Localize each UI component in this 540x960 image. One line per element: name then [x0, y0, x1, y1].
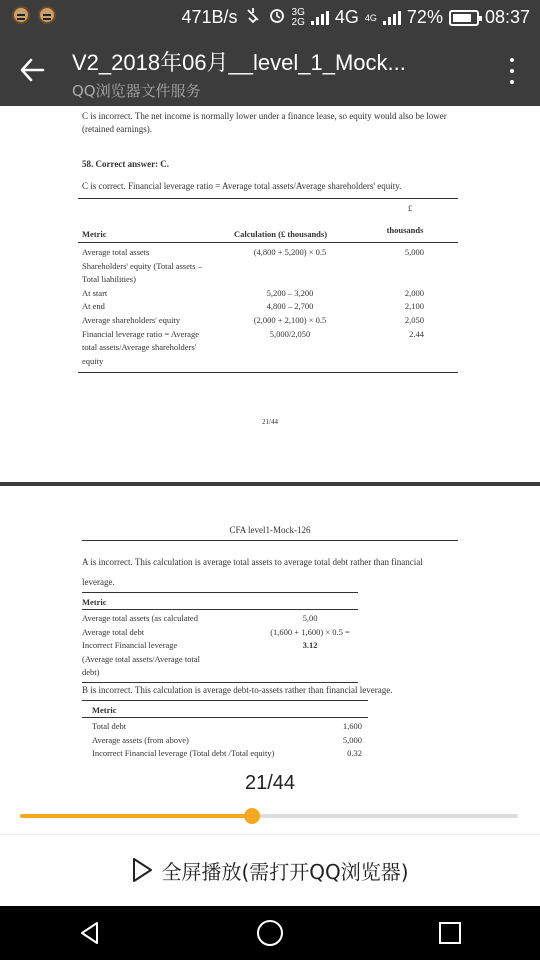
paragraph: C is correct. Financial leverage ratio = Average total assets/Average shareholders' equity. — [82, 181, 402, 191]
table-header-metric: Metric — [82, 229, 107, 239]
table-header-metric: Metric — [82, 597, 107, 607]
table-cell-value: 0.32 — [347, 748, 362, 758]
table-rule — [82, 682, 358, 683]
table-cell-value: 5,000 — [404, 247, 424, 257]
table-cell-calc: (2,000 + 2,100) × 0.5 — [253, 315, 327, 325]
unit-label: £ — [407, 203, 413, 213]
table-cell-value: 2,050 — [404, 315, 424, 325]
table-cell-value: 2.44 — [409, 328, 424, 339]
document-viewport[interactable] — [0, 106, 540, 760]
app-notification-icon — [38, 6, 56, 24]
table-cell-metric: At start — [82, 287, 108, 298]
page-indicator: 21/44 — [244, 772, 296, 794]
document-title: V2_2018年06月__level_1_Mock... — [72, 50, 406, 75]
table-cell-metric: Shareholders' equity (Total assets – — [82, 260, 202, 271]
table-cell-metric: debt) — [82, 667, 100, 677]
alarm-icon — [268, 6, 286, 29]
table-cell-metric: total assets/Average shareholders' — [82, 342, 197, 353]
square-recents-icon — [438, 921, 462, 945]
paragraph: C is incorrect. The net income is normally lower under a finance lease, so equity would also be lower (retained earnings). — [82, 111, 447, 134]
table-cell-metric: Financial leverage ratio = Average — [82, 328, 199, 339]
table-cell-metric: Average total assets — [82, 247, 150, 257]
network-speed: 471B/s — [181, 7, 238, 27]
table-cell-metric: Average shareholders' equity — [82, 315, 181, 325]
triangle-back-icon — [77, 920, 103, 946]
nav-recents-button[interactable] — [420, 906, 480, 960]
table-cell-metric: Average assets (from above) — [92, 734, 189, 745]
table-cell-value: 2,100 — [404, 301, 424, 312]
nav-back-button[interactable] — [60, 906, 120, 960]
app-notification-icon — [12, 6, 30, 24]
table-rule — [82, 700, 368, 701]
table-rule — [82, 717, 368, 718]
table-cell-calc: 4,800 – 2,700 — [266, 301, 314, 312]
answer-heading: 58. Correct answer: C. — [82, 159, 170, 169]
nav-home-button[interactable] — [240, 906, 300, 960]
overflow-menu-button[interactable] — [502, 54, 522, 88]
viewer-controls — [0, 760, 540, 906]
table-cell-metric: Average total debt — [82, 626, 145, 637]
table-rule — [82, 609, 358, 610]
table-cell-metric: Total debt — [92, 721, 127, 731]
system-nav-bar — [0, 906, 540, 960]
document-page — [0, 486, 540, 760]
table-cell-calc: (4,800 + 5,200) × 0.5 — [253, 247, 327, 257]
table-cell-metric: Total liabilities) — [82, 274, 136, 285]
divider — [0, 834, 540, 835]
network-type: 4G — [334, 7, 359, 27]
table-cell-metric: At end — [82, 301, 105, 312]
arrow-left-icon — [19, 57, 45, 83]
table-cell-calc: 5,000/2,050 — [269, 328, 311, 339]
signal-icon — [311, 11, 329, 25]
table-cell-calc: 5,00 — [302, 613, 318, 623]
circle-home-icon — [256, 919, 284, 947]
slider-fill — [20, 814, 252, 818]
signal-icon — [383, 11, 401, 25]
paragraph: B is incorrect. This calculation is average debt-to-assets rather than financial leverage. — [82, 685, 393, 695]
document-subtitle: QQ浏览器文件服务 — [72, 82, 201, 100]
paragraph: leverage. — [82, 577, 115, 587]
clock: 08:37 — [484, 7, 530, 27]
paragraph: A is incorrect. This calculation is average total assets to average total debt rather than financial — [82, 557, 423, 567]
more-vertical-icon — [510, 58, 514, 62]
table-cell-value: 5,000 — [342, 734, 362, 745]
unit-label: thousands — [386, 225, 424, 235]
battery-icon — [449, 10, 479, 26]
table-rule — [78, 198, 458, 199]
slider-thumb[interactable] — [244, 808, 260, 824]
table-rule — [78, 242, 458, 243]
table-header-metric: Metric — [92, 705, 117, 715]
page-slider[interactable] — [20, 814, 518, 818]
table-cell-metric: Incorrect Financial leverage (Total debt /Total equity) — [92, 748, 275, 758]
battery-percent: 72% — [406, 7, 443, 27]
silent-icon — [244, 6, 262, 29]
status-bar — [0, 0, 540, 34]
table-cell-metric: Average total assets (as calculated — [82, 613, 198, 623]
table-cell-value: 2,000 — [404, 287, 424, 298]
table-cell-value: 1,600 — [342, 721, 362, 731]
table-rule — [78, 372, 458, 373]
table-cell-metric: Incorrect Financial leverage — [82, 640, 178, 650]
page-header: CFA level1-Mock-126 — [229, 525, 311, 535]
table-cell-calc: 3.12 — [302, 640, 318, 650]
dual-sim-indicator: 3G 2G — [291, 6, 305, 28]
fullscreen-button[interactable] — [0, 852, 540, 888]
header-rule — [82, 540, 458, 541]
table-cell-metric: (Average total assets/Average total — [82, 653, 200, 664]
document-page — [0, 106, 540, 482]
table-cell-calc: 5,200 – 3,200 — [266, 287, 314, 298]
app-bar — [0, 34, 540, 106]
table-cell-calc: (1,600 + 1,600) × 0.5 = — [270, 626, 350, 637]
fullscreen-label: 全屏播放(需打开QQ浏览器) — [161, 859, 409, 884]
table-cell-metric: equity — [82, 355, 104, 366]
play-icon — [131, 857, 153, 883]
table-header-calc: Calculation (£ thousands) — [234, 229, 328, 239]
network-type-small: 4G — [364, 12, 377, 23]
page-number: 21/44 — [262, 418, 278, 426]
back-button[interactable] — [14, 52, 50, 88]
table-rule — [82, 592, 358, 593]
